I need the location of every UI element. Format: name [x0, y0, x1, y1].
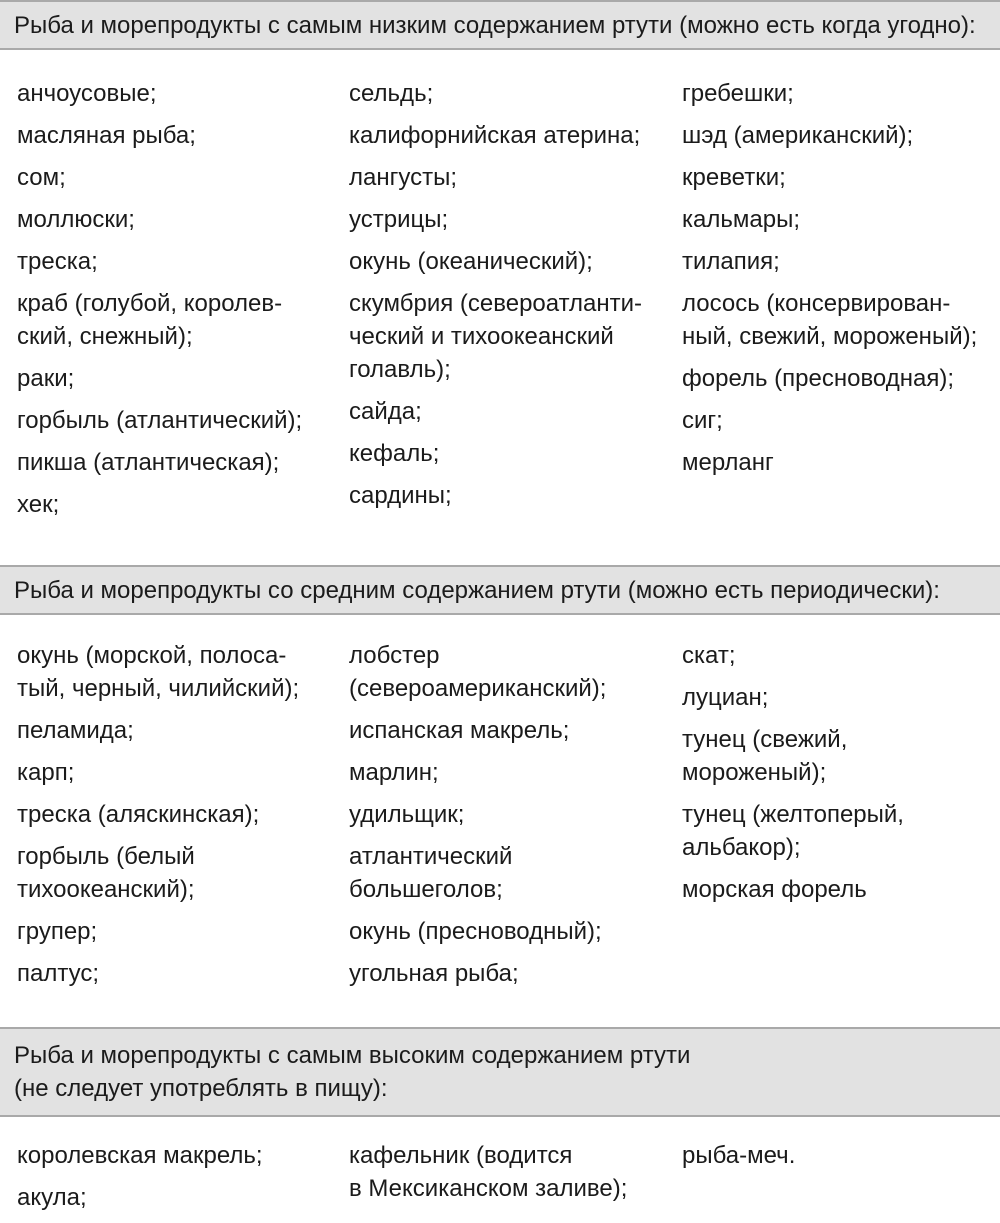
- list-item: тилапия;: [682, 248, 780, 275]
- list-item: мерланг: [682, 449, 774, 476]
- list-item: сиг;: [682, 407, 723, 434]
- list-item: окунь (морской, полоса- тый, черный, чилийский);: [17, 642, 300, 702]
- section-title: Рыба и морепродукты с самым низким содержанием ртути (можно есть когда угодно):: [14, 11, 976, 39]
- list-item: форель (пресноводная);: [682, 365, 955, 392]
- list-item: креветки;: [682, 164, 786, 191]
- column-3: [682, 77, 1000, 488]
- section-title-line-1: Рыба и морепродукты с самым высоким содержанием ртути: [14, 1042, 691, 1069]
- column-1: [17, 639, 337, 999]
- list-item: окунь (океанический);: [349, 248, 593, 275]
- list-item: лосось (консервирован- ный, свежий, мороженый);: [682, 290, 978, 350]
- list-item: сардины;: [349, 482, 452, 509]
- list-item: лангусты;: [349, 164, 457, 191]
- list-item: гребешки;: [682, 80, 794, 107]
- list-item: анчоусовые;: [17, 80, 157, 107]
- list-item: моллюски;: [17, 206, 135, 233]
- list-item: масляная рыба;: [17, 122, 196, 149]
- list-item: пикша (атлантическая);: [17, 449, 280, 476]
- list-item: раки;: [17, 365, 75, 392]
- list-item: сельдь;: [349, 80, 434, 107]
- list-item: лобстер (североамериканский);: [349, 642, 607, 702]
- list-item: окунь (пресноводный);: [349, 918, 602, 945]
- list-item: тунец (желтоперый, альбакор);: [682, 801, 904, 861]
- list-item: скумбрия (североатланти- ческий и тихоокеанский голавль);: [349, 290, 643, 383]
- list-item: удильщик;: [349, 801, 465, 828]
- list-item: акула;: [17, 1184, 87, 1211]
- column-2: [349, 77, 669, 521]
- list-item: устрицы;: [349, 206, 449, 233]
- list-item: испанская макрель;: [349, 717, 570, 744]
- column-2: [349, 639, 669, 999]
- list-item: пеламида;: [17, 717, 134, 744]
- list-item: горбыль (атлантический);: [17, 407, 303, 434]
- list-item: морская форель: [682, 876, 867, 903]
- list-item: сайда;: [349, 398, 422, 425]
- list-item: хек;: [17, 491, 60, 518]
- list-item: палтус;: [17, 960, 100, 987]
- list-item: кальмары;: [682, 206, 800, 233]
- list-item: скат;: [682, 642, 736, 669]
- list-item: горбыль (белый тихоокеанский);: [17, 843, 195, 903]
- section-header-medium-mercury: [0, 565, 1000, 615]
- list-item: сом;: [17, 164, 66, 191]
- list-item: атлантический большеголов;: [349, 843, 513, 903]
- column-3: [682, 639, 1000, 915]
- list-item: треска (аляскинская);: [17, 801, 260, 828]
- section-header-low-mercury: [0, 0, 1000, 50]
- list-item: угольная рыба;: [349, 960, 519, 987]
- list-item: тунец (свежий, мороженый);: [682, 726, 848, 786]
- list-item: краб (голубой, королев- ский, снежный);: [17, 290, 283, 350]
- list-item: королевская макрель;: [17, 1142, 263, 1169]
- list-item: марлин;: [349, 759, 439, 786]
- section-title: Рыба и морепродукты со средним содержанием ртути (можно есть периодически):: [14, 576, 940, 604]
- column-1: [17, 77, 337, 530]
- list-item: треска;: [17, 248, 98, 275]
- list-item: рыба-меч.: [682, 1142, 796, 1169]
- section-header-high-mercury: [0, 1027, 1000, 1117]
- column-2: [349, 1139, 669, 1214]
- list-item: карп;: [17, 759, 75, 786]
- column-3: [682, 1139, 1000, 1181]
- section-title-line-2: (не следует употреблять в пищу):: [14, 1075, 388, 1102]
- list-item: групер;: [17, 918, 98, 945]
- column-1: [17, 1139, 337, 1223]
- list-item: шэд (американский);: [682, 122, 914, 149]
- list-item: калифорнийская атерина;: [349, 122, 641, 149]
- list-item: кафельник (водится в Мексиканском заливе);: [349, 1142, 628, 1202]
- list-item: кефаль;: [349, 440, 440, 467]
- list-item: луциан;: [682, 684, 769, 711]
